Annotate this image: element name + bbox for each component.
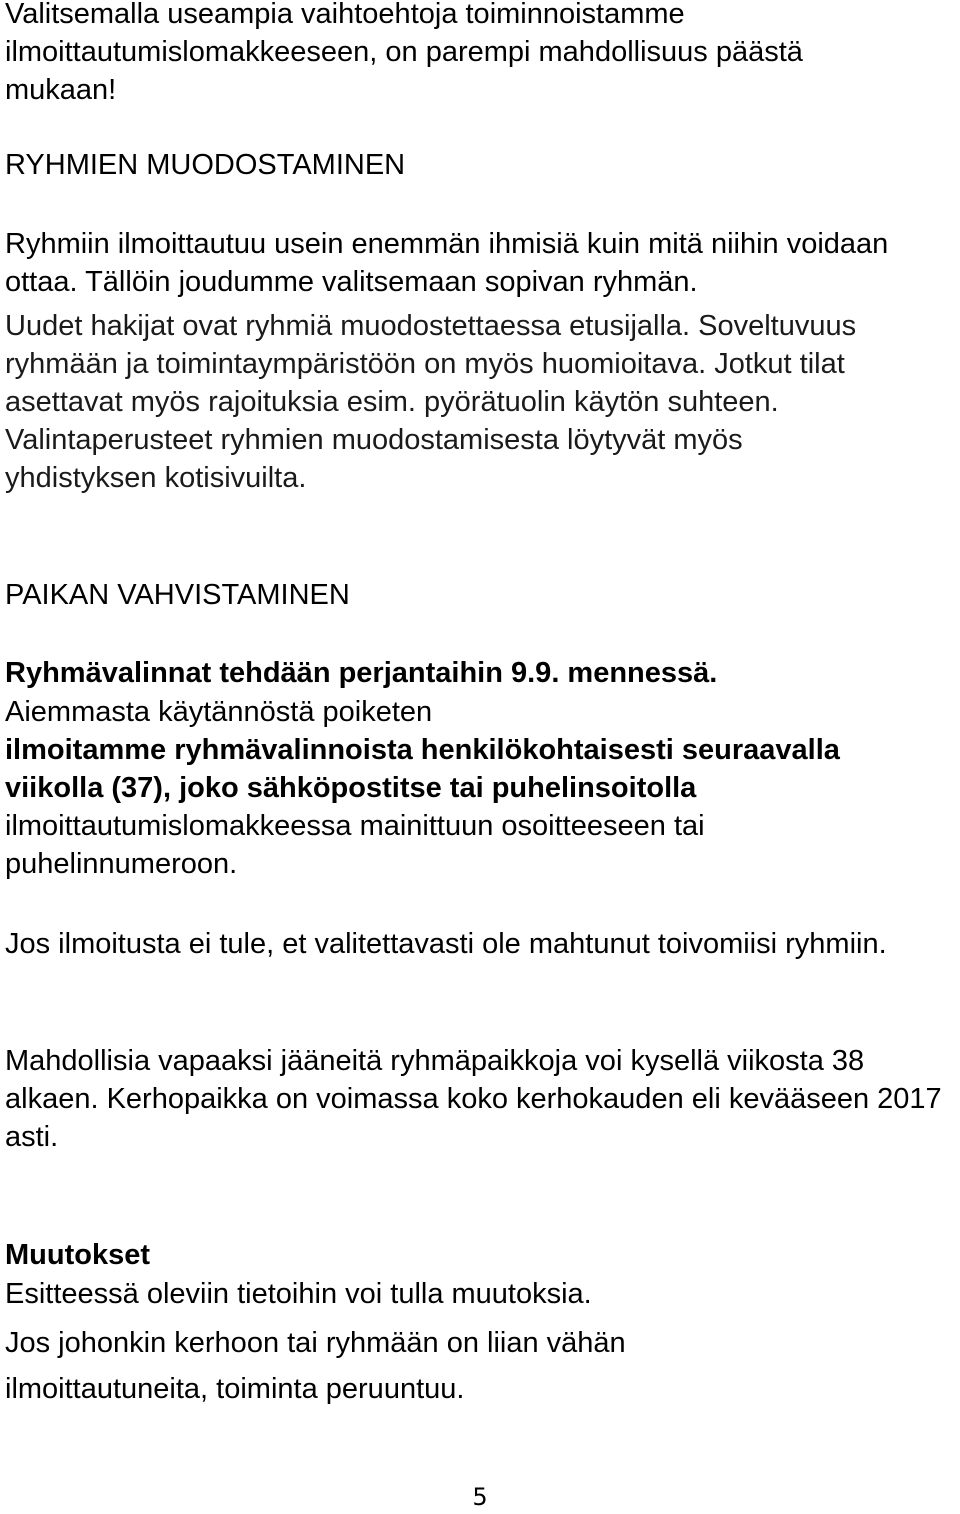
ryhmat-paragraph-2: Uudet hakijat ovat ryhmiä muodostettaessa etusijalla. Soveltuvuus ryhmään ja toimintaympäristöön on myös huomioitava. Jotkut tilat asettavat myös rajoituksia esim. pyörätuolin käytön suhteen. Valintaperusteet ryhmien muodostamisesta löytyvät myös yhdistyksen kotisivuilta. [5,310,857,494]
page-number: 5 [472,1483,488,1511]
vacancies-paragraph: Mahdollisia vapaaksi jääneitä ryhmäpaikkoja voi kysellä viikosta 38 alkaen. Kerhopaikka on voimassa koko kerhokauden eli kevääseen 2017 asti. [5,1045,942,1153]
notice-paragraph [5,693,865,883]
deadline-text: Ryhmävalinnat tehdään perjantaihin 9.9. mennessä. [5,657,718,689]
ryhmat-paragraph-1: Ryhmiin ilmoittautuu usein enemmän ihmisiä kuin mitä niihin voidaan ottaa. Tällöin joudumme valitsemaan sopivan ryhmän. [5,228,889,298]
notice-plain-start: Aiemmasta käytännöstä poiketen [5,696,433,728]
section-heading-paikan-vahvistaminen: PAIKAN VAHVISTAMINEN [5,579,350,611]
notice-plain-end: ilmoittautumislomakkeessa mainittuun osoitteeseen tai puhelinnumeroon. [5,810,705,880]
section-heading-muutokset: Muutokset [5,1239,150,1271]
no-notice-paragraph: Jos ilmoitusta ei tule, et valitettavasti ole mahtunut toivomiisi ryhmiin. [5,928,887,960]
section-heading-ryhmien-muodostaminen: RYHMIEN MUODOSTAMINEN [5,149,406,181]
notice-bold: ilmoitamme ryhmävalinnoista henkilökohtaisesti seuraavalla viikolla (37), joko sähköpostitse tai puhelinsoitolla [5,734,840,804]
intro-paragraph: Valitsemalla useampia vaihtoehtoja toiminnoistamme ilmoittautumislomakkeeseen, on parempi mahdollisuus päästä mukaan! [5,0,803,106]
muutokset-line-2: Jos johonkin kerhoon tai ryhmään on liian vähän ilmoittautuneita, toiminta peruuntuu. [5,1327,626,1405]
muutokset-line-1: Esitteessä oleviin tietoihin voi tulla muutoksia. [5,1278,592,1310]
